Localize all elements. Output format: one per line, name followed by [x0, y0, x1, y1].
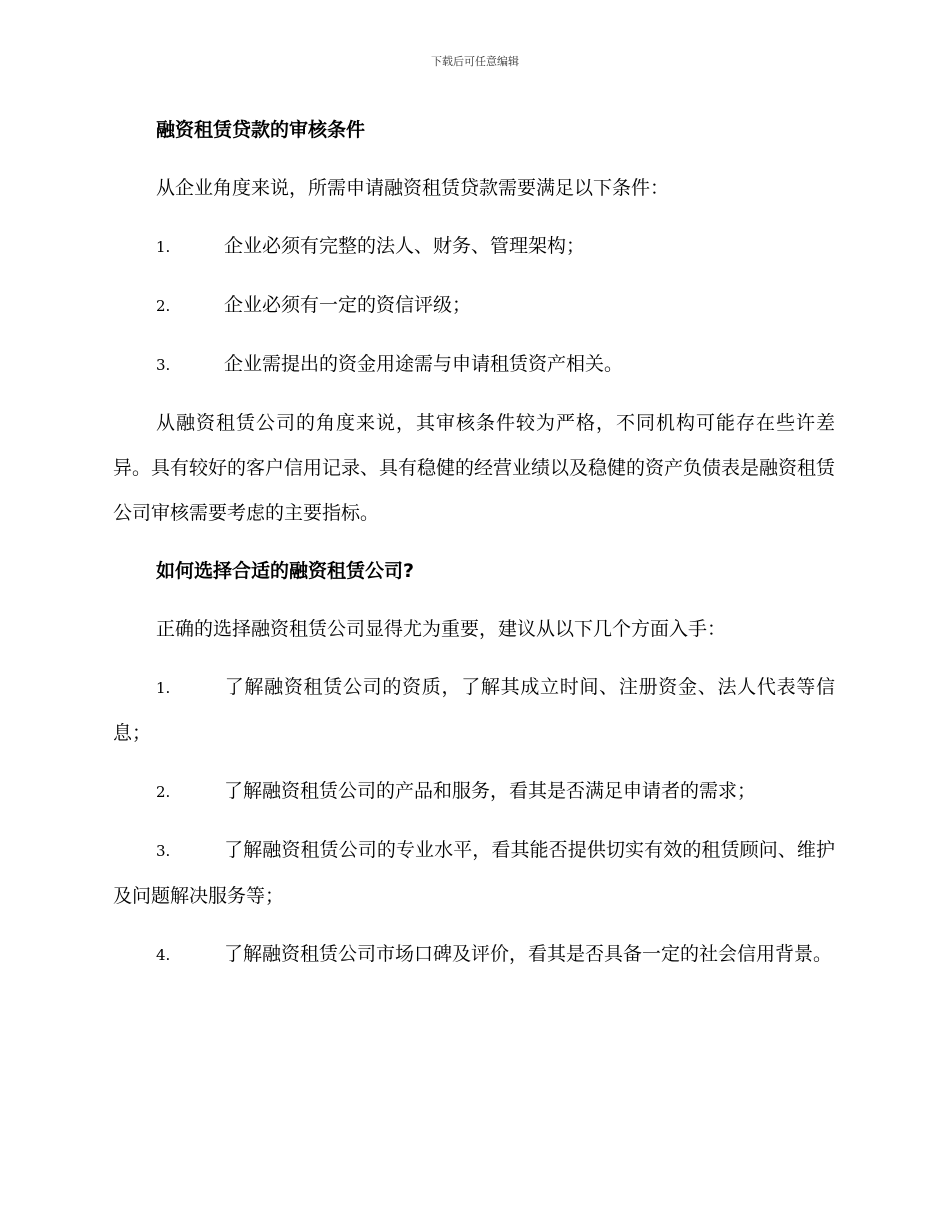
page-header: 下载后可任意编辑 — [431, 55, 519, 68]
list-text: 企业需提出的资金用途需与申请租赁资产相关。 — [224, 353, 624, 375]
list-text: 企业必须有一定的资信评级； — [224, 294, 472, 316]
list-number: 2. — [156, 783, 171, 801]
list-text: 了解融资租赁公司的资质，了解其成立时间、注册资金、法人代表等信息； — [113, 676, 835, 744]
list-item — [113, 769, 835, 815]
list-text: 企业必须有完整的法人、财务、管理架构； — [224, 235, 586, 257]
list-number: 2. — [156, 297, 171, 315]
list-number: 1. — [156, 679, 171, 697]
list-text: 了解融资租赁公司的专业水平，看其能否提供切实有效的租赁顾问、维护及问题解决服务等； — [113, 839, 835, 907]
list-item — [113, 342, 835, 388]
section1-intro: 从企业角度来说，所需申请融资租赁贷款需要满足以下条件： — [156, 177, 670, 199]
list-item — [113, 283, 835, 329]
list-text: 了解融资租赁公司的产品和服务，看其是否满足申请者的需求； — [224, 780, 757, 802]
list-item — [113, 224, 835, 270]
list-number: 1. — [156, 238, 171, 256]
list-item — [113, 932, 835, 978]
list-item — [113, 665, 835, 756]
list-number: 3. — [156, 356, 171, 374]
document-body — [113, 108, 835, 991]
section1-paragraph: 从融资租赁公司的角度来说，其审核条件较为严格，不同机构可能存在些许差异。具有较好的客户信用记录、具有稳健的经营业绩以及稳健的资产负债表是融资租赁公司审核需要考虑的主要指标。 — [113, 412, 836, 524]
list-number: 3. — [156, 842, 171, 860]
list-item — [113, 828, 835, 919]
section-title-review-conditions: 融资租赁贷款的审核条件 — [156, 119, 366, 141]
section-title-choose-company: 如何选择合适的融资租赁公司? — [156, 560, 415, 582]
section2-intro: 正确的选择融资租赁公司显得尤为重要，建议从以下几个方面入手： — [156, 618, 727, 640]
list-number: 4. — [156, 946, 171, 964]
list-text: 了解融资租赁公司市场口碑及评价，看其是否具备一定的社会信用背景。 — [224, 943, 833, 965]
